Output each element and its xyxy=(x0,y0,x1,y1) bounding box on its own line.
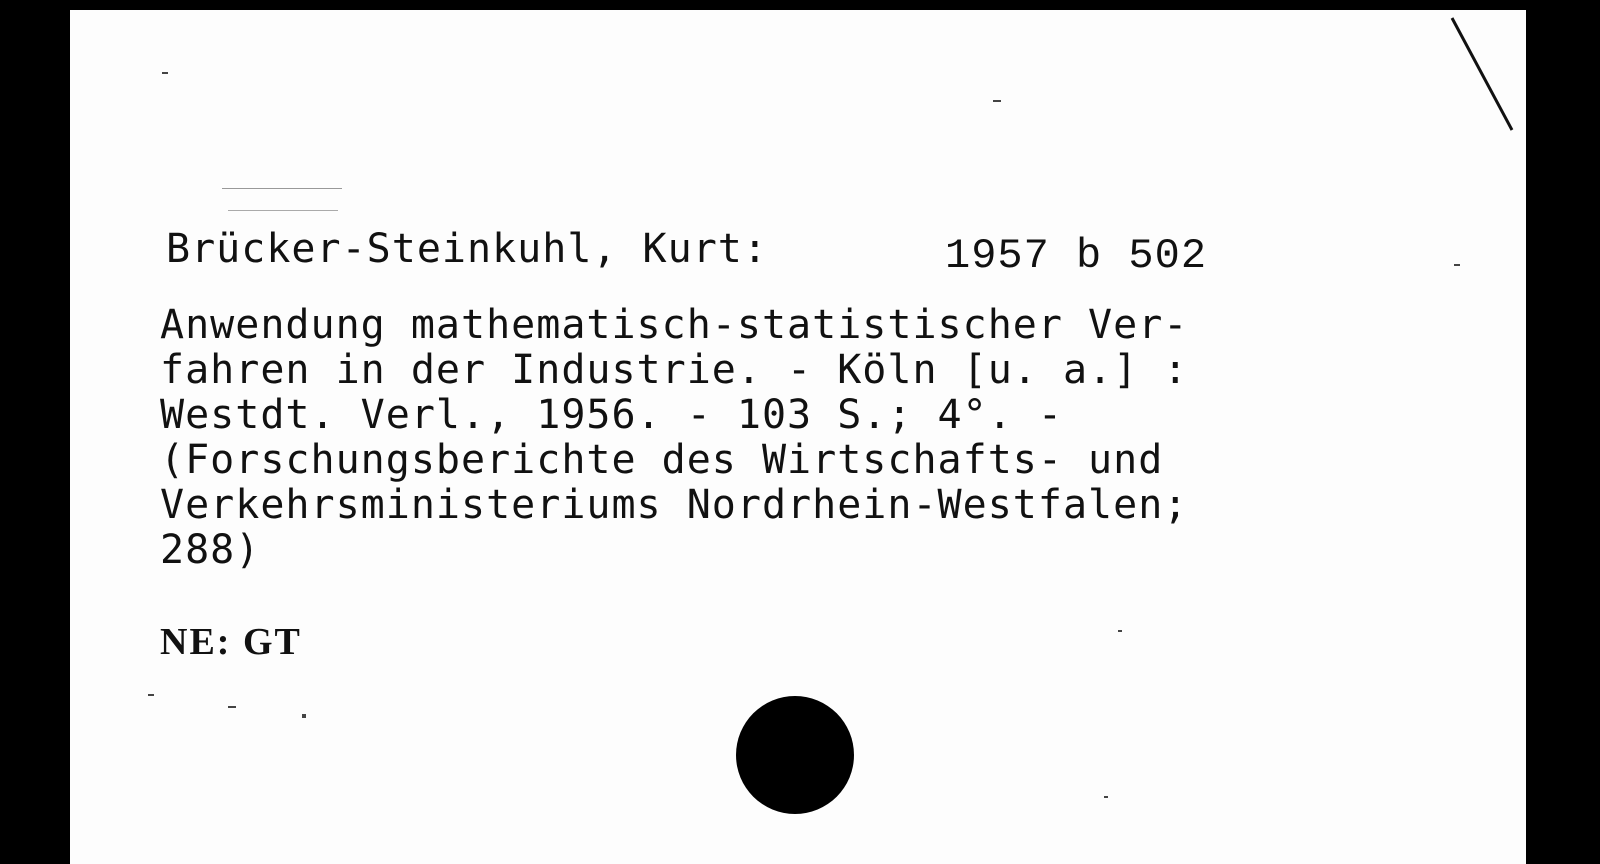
dust-speck xyxy=(993,100,1001,102)
dust-speck xyxy=(228,706,236,708)
card-ne-note: NE: GT xyxy=(160,621,302,663)
faint-mark xyxy=(222,188,342,189)
dust-speck xyxy=(302,714,306,718)
diagonal-pen-stroke xyxy=(1452,18,1512,130)
card-body-line: fahren in der Industrie. - Köln [u. a.] : xyxy=(160,347,1189,393)
dust-speck xyxy=(162,72,168,74)
card-body-line: Verkehrsministeriums Nordrhein-Westfalen; xyxy=(160,482,1189,528)
card-heading-author: Brücker-Steinkuhl, Kurt: xyxy=(166,226,768,272)
dust-speck xyxy=(1118,630,1122,632)
dust-speck xyxy=(1104,796,1108,798)
dust-speck xyxy=(1454,264,1460,266)
faint-mark xyxy=(228,210,338,211)
card-body-line: 288) xyxy=(160,527,261,573)
dust-speck xyxy=(148,694,154,696)
punch-hole xyxy=(736,696,854,814)
card-shelfmark: 1957 b 502 xyxy=(945,232,1208,280)
card-body-line: Westdt. Verl., 1956. - 103 S.; 4°. - xyxy=(160,392,1063,438)
card-body-line: (Forschungsberichte des Wirtschafts- und xyxy=(160,437,1164,483)
card-body-line: Anwendung mathematisch-statistischer Ver- xyxy=(160,302,1189,348)
